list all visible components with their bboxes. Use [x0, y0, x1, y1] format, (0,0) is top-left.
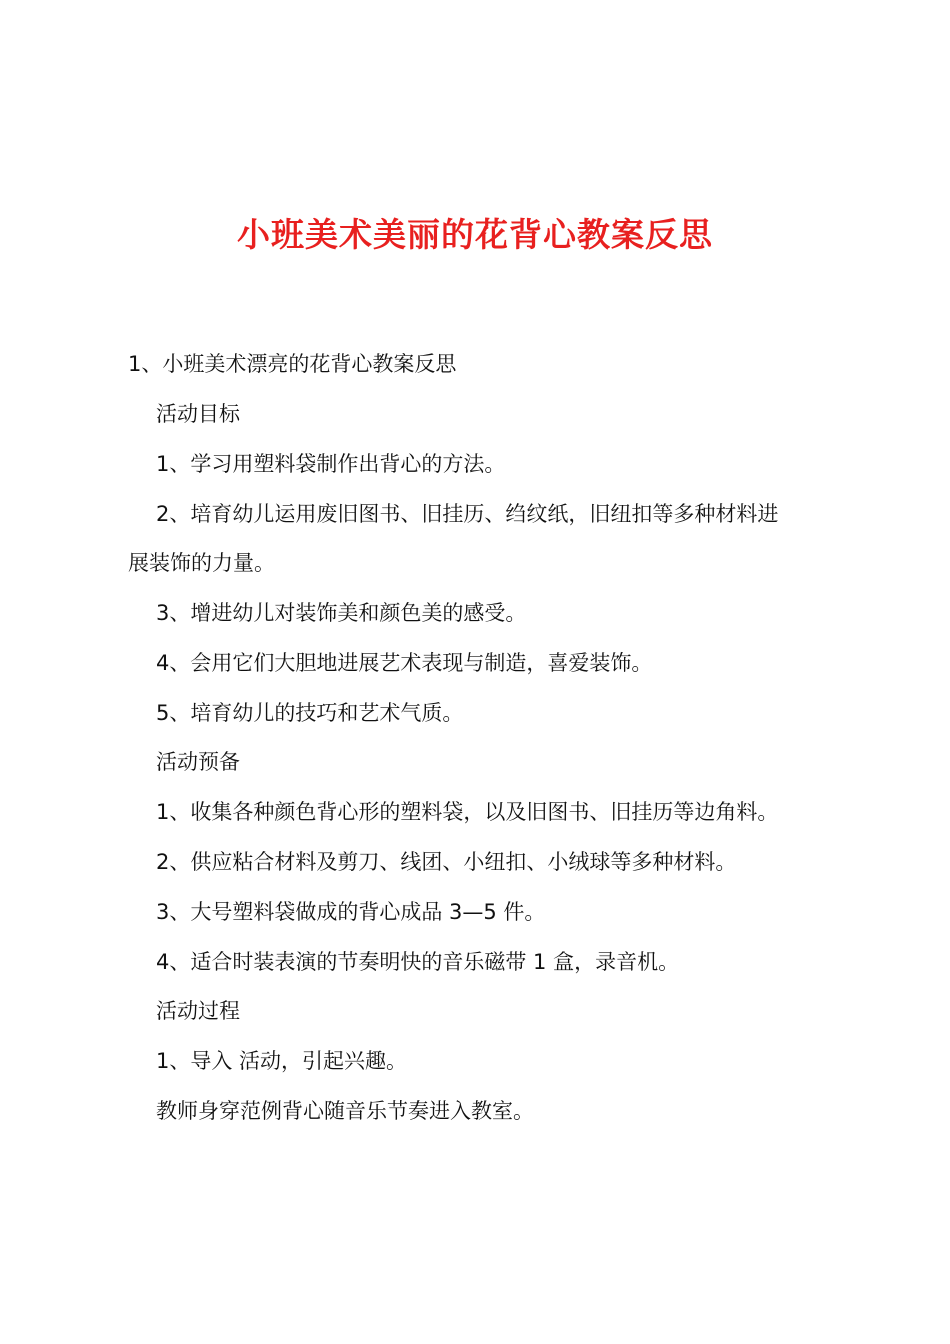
process-item-1: 1、导入 活动，引起兴趣。	[156, 1049, 408, 1073]
goal-item-1: 1、学习用塑料袋制作出背心的方法。	[156, 452, 506, 476]
preparation-item-3: 3、大号塑料袋做成的背心成品 3—5 件。	[156, 900, 546, 924]
subsection-heading-preparation: 活动预备	[156, 750, 240, 774]
subsection-heading-goals: 活动目标	[156, 402, 240, 426]
preparation-item-1: 1、收集各种颜色背心形的塑料袋，以及旧图书、旧挂历等边角料。	[156, 800, 779, 824]
section-heading: 1、小班美术漂亮的花背心教案反思	[128, 352, 457, 376]
goal-item-2: 2、培育幼儿运用废旧图书、旧挂历、绉纹纸，旧纽扣等多种材料进	[156, 502, 779, 526]
goal-item-2-continuation: 展装饰的力量。	[128, 551, 275, 575]
goal-item-5: 5、培育幼儿的技巧和艺术气质。	[156, 701, 464, 725]
preparation-item-4: 4、适合时装表演的节奏明快的音乐磁带 1 盒，录音机。	[156, 950, 680, 974]
subsection-heading-process: 活动过程	[156, 999, 240, 1023]
preparation-item-2: 2、供应粘合材料及剪刀、线团、小纽扣、小绒球等多种材料。	[156, 850, 737, 874]
goal-item-3: 3、增进幼儿对装饰美和颜色美的感受。	[156, 601, 527, 625]
document-title: 小班美术美丽的花背心教案反思	[237, 215, 713, 254]
process-paragraph: 教师身穿范例背心随音乐节奏进入教室。	[156, 1099, 534, 1123]
goal-item-4: 4、会用它们大胆地进展艺术表现与制造，喜爱装饰。	[156, 651, 653, 675]
